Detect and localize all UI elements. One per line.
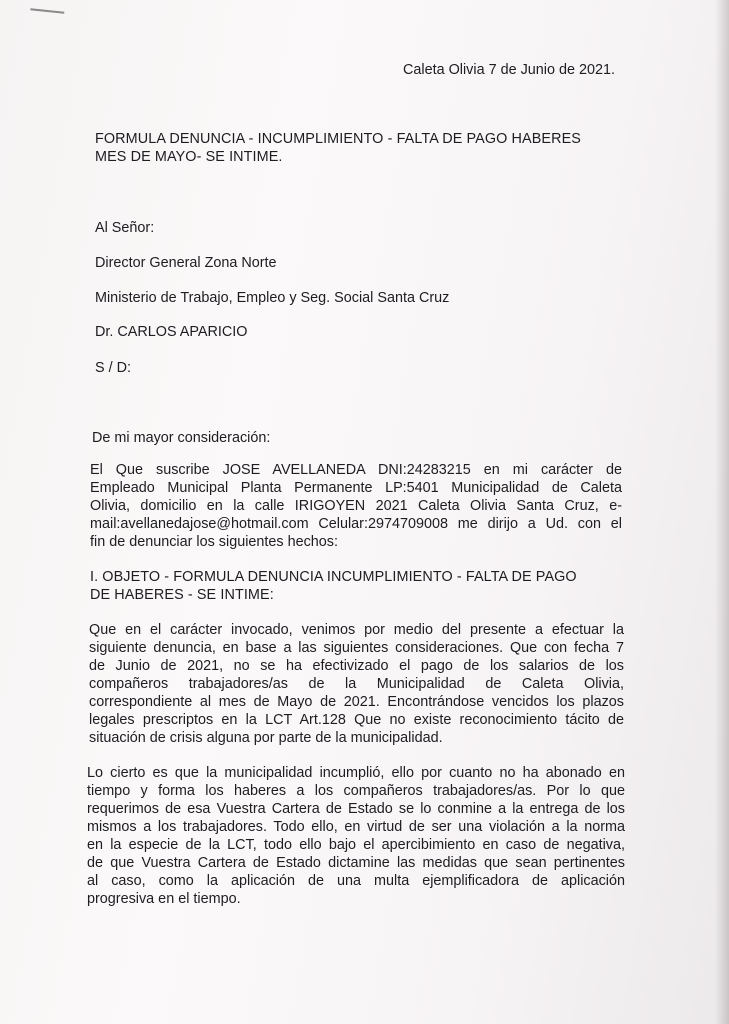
paragraph1-line: correspondiente al mes de Mayo de 2021. Encontrándose vencidos los plazos	[89, 694, 624, 710]
recipient-greeting: Al Señor:	[95, 220, 155, 236]
paragraph1-line: compañeros trabajadores/as de la Municipalidad de Caleta Olivia,	[89, 676, 624, 692]
salutation: De mi mayor consideración:	[92, 430, 271, 446]
intro-line: Olivia, domicilio en la calle IRIGOYEN 2021 Caleta Olivia Santa Cruz, e-	[90, 498, 622, 514]
recipient-position: Director General Zona Norte	[95, 255, 277, 271]
paragraph2-line: progresiva en el tiempo.	[87, 891, 241, 907]
paragraph2-line: en la especie de la LCT, todo ello bajo el apercibimiento en caso de negativa,	[87, 837, 625, 853]
intro-line: fin de denunciar los siguientes hechos:	[90, 534, 338, 550]
paragraph1-line: Que en el carácter invocado, venimos por medio del presente a efectuar la	[89, 622, 624, 638]
subject-line-2: MES DE MAYO- SE INTIME.	[95, 149, 283, 165]
intro-line: mail:avellanedajose@hotmail.com Celular:2974709008 me dirijo a Ud. con el	[90, 516, 622, 532]
letter-date: Caleta Olivia 7 de Junio de 2021.	[403, 62, 616, 78]
paragraph1-line: situación de crisis alguna por parte de la municipalidad.	[89, 730, 443, 746]
paper-mark	[30, 8, 65, 20]
paragraph1-line: de Junio de 2021, no se ha efectivizado el pago de los salarios de los	[89, 658, 624, 674]
page-edge-shadow	[715, 0, 729, 1024]
paragraph2-line: tiempo y forma los haberes a los compañeros trabajadores/as. Por lo que	[87, 783, 625, 799]
paragraph2-line: Lo cierto es que la municipalidad incumplió, ello por cuanto no ha abonado en	[87, 765, 625, 781]
paragraph1-line: siguiente denuncia, en base a las siguientes consideraciones. Que con fecha 7	[89, 640, 624, 656]
intro-line: El Que suscribe JOSE AVELLANEDA DNI:24283215 en mi carácter de	[90, 462, 622, 478]
paragraph1-line: legales prescriptos en la LCT Art.128 Que no existe reconocimiento tácito de	[89, 712, 624, 728]
paragraph2-line: requerimos de esa Vuestra Cartera de Estado se lo conmine a la entrega de los	[87, 801, 625, 817]
recipient-sd: S / D:	[95, 360, 131, 376]
section-heading-line-1: I. OBJETO - FORMULA DENUNCIA INCUMPLIMIENTO - FALTA DE PAGO	[90, 569, 577, 585]
paragraph2-line: al caso, como la aplicación de una multa ejemplificadora de aplicación	[87, 873, 625, 889]
paragraph2-line: de que Vuestra Cartera de Estado dictamine las medidas que sean pertinentes	[87, 855, 625, 871]
section-heading-line-2: DE HABERES - SE INTIME:	[90, 587, 274, 603]
subject-line-1: FORMULA DENUNCIA - INCUMPLIMIENTO - FALTA DE PAGO HABERES	[95, 131, 581, 147]
recipient-ministry: Ministerio de Trabajo, Empleo y Seg. Social Santa Cruz	[95, 290, 450, 306]
intro-line: Empleado Municipal Planta Permanente LP:5401 Municipalidad de Caleta	[90, 480, 622, 496]
recipient-name: Dr. CARLOS APARICIO	[95, 324, 248, 340]
paragraph2-line: mismos a los trabajadores. Todo ello, en virtud de ser una violación a la norma	[87, 819, 625, 835]
